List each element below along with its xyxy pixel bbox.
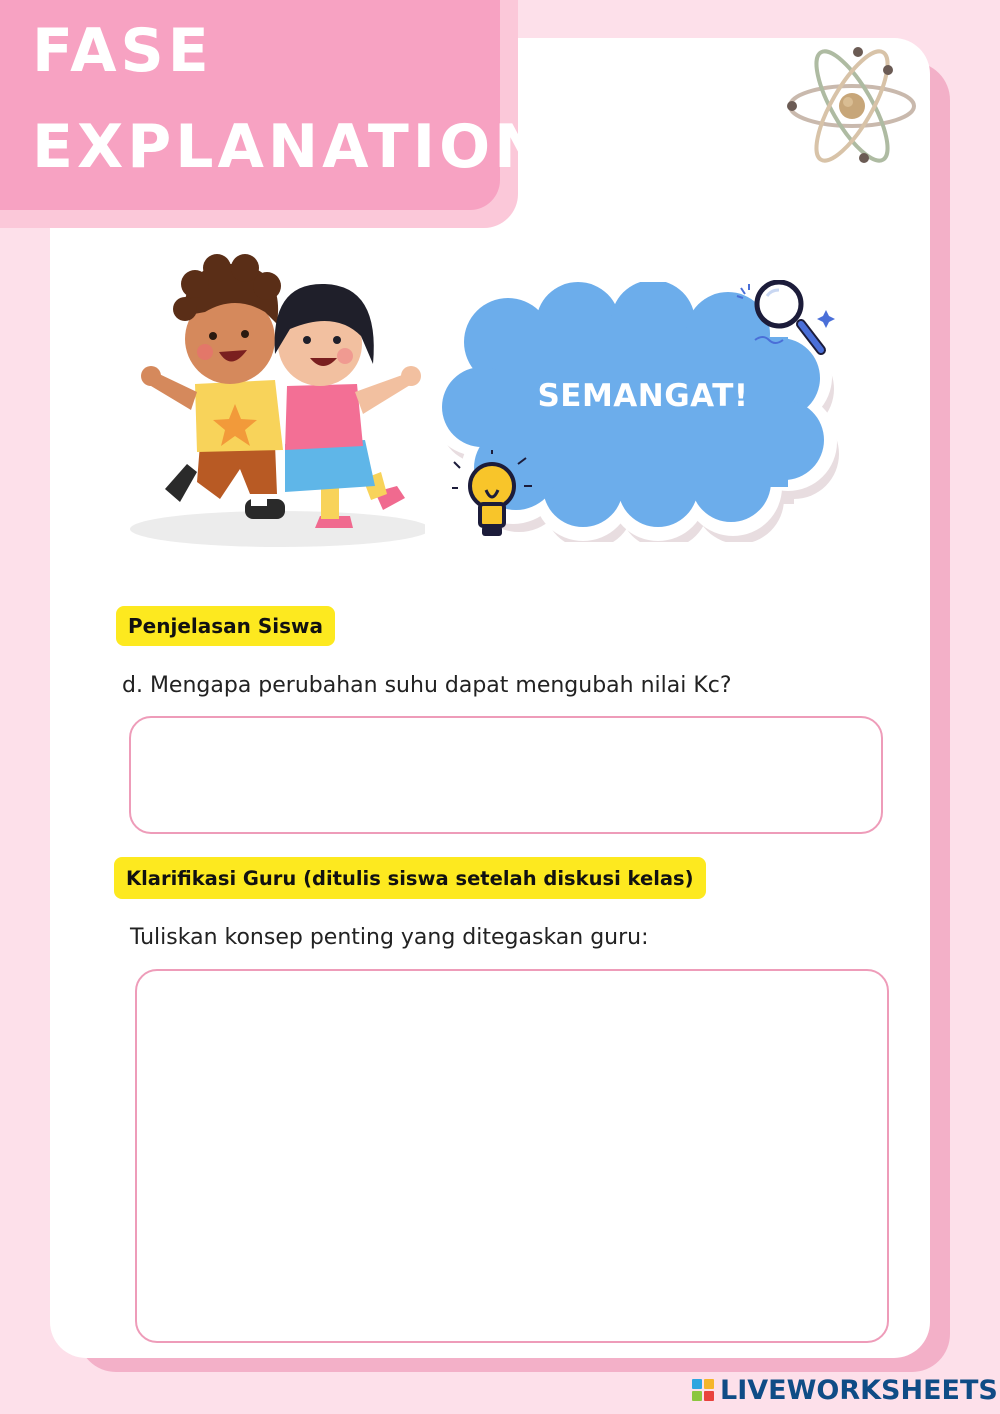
answer-box-d[interactable] — [129, 716, 883, 834]
bubble-text: SEMANGAT! — [537, 378, 749, 414]
liveworksheets-brand[interactable] — [692, 1372, 998, 1408]
liveworksheets-text: LIVEWORKSHEETS — [720, 1374, 998, 1406]
answer-box-guru[interactable] — [135, 969, 889, 1343]
liveworksheets-logo-icon — [692, 1379, 714, 1401]
lightbulb-icon — [452, 450, 532, 542]
title-line-1: FASE — [32, 16, 213, 86]
prompt-guru: Tuliskan konsep penting yang ditegaskan guru: — [130, 925, 649, 950]
title-box — [0, 0, 549, 210]
magnifier-icon — [735, 280, 835, 364]
section-label-siswa: Penjelasan Siswa — [116, 606, 335, 646]
title-line-2: EXPLANATION — [32, 112, 549, 182]
kids-illustration — [125, 254, 425, 554]
atom-icon — [784, 40, 920, 168]
section-label-guru: Klarifikasi Guru (ditulis siswa setelah diskusi kelas) — [114, 857, 706, 899]
question-d: d. Mengapa perubahan suhu dapat mengubah nilai Kc? — [122, 673, 732, 698]
